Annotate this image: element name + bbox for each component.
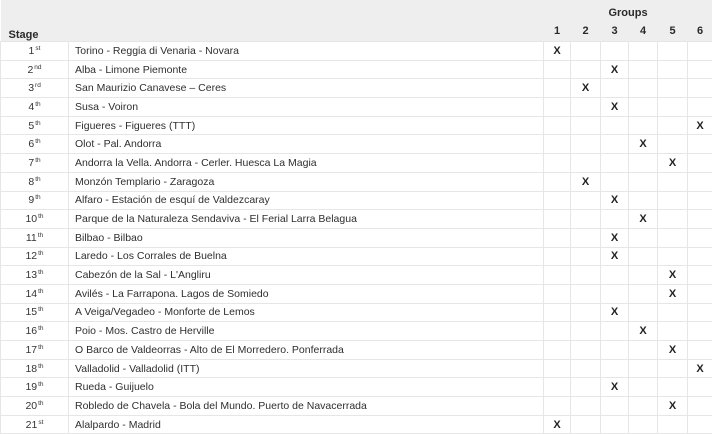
group-5-cell-marked: X — [658, 284, 688, 303]
group-1-cell — [544, 79, 571, 98]
group-2-cell — [571, 266, 601, 285]
group-2-cell — [571, 135, 601, 154]
group-6-cell — [688, 42, 712, 61]
stage-number-cell — [1, 79, 69, 98]
group-4-cell — [629, 303, 658, 322]
group-4-cell — [629, 341, 658, 360]
stage-number: 10 — [25, 213, 37, 225]
group-5-cell — [658, 322, 688, 341]
group-5-cell — [658, 191, 688, 210]
group-6-cell — [688, 210, 712, 229]
group-5-cell — [658, 378, 688, 397]
table-row — [1, 322, 712, 341]
group-4-cell — [629, 98, 658, 117]
stage-ordinal-suffix: th — [38, 381, 43, 388]
stage-ordinal-suffix: st — [35, 45, 40, 52]
stage-number: 11 — [26, 232, 37, 244]
stage-number: 7 — [28, 157, 34, 169]
group-5-cell — [658, 116, 688, 135]
group-number-header: 2 — [571, 20, 601, 42]
group-5-cell-marked: X — [658, 266, 688, 285]
table-row — [1, 228, 712, 247]
stage-number: 4 — [28, 101, 34, 113]
group-2-cell-marked: X — [571, 172, 601, 191]
group-2-cell — [571, 116, 601, 135]
stage-ordinal-suffix: th — [38, 400, 43, 407]
group-6-cell — [688, 397, 712, 416]
table-header — [1, 0, 712, 42]
table-row — [1, 210, 712, 229]
stage-number-cell — [1, 172, 69, 191]
group-5-cell — [658, 210, 688, 229]
group-3-cell-marked: X — [601, 247, 629, 266]
group-1-cell — [544, 378, 571, 397]
stage-ordinal-suffix: th — [38, 288, 43, 295]
group-4-cell — [629, 378, 658, 397]
group-3-cell — [601, 397, 629, 416]
group-6-cell — [688, 303, 712, 322]
group-5-cell — [658, 135, 688, 154]
group-3-cell-marked: X — [601, 228, 629, 247]
group-4-cell — [629, 284, 658, 303]
stage-route-cell: Alfaro - Estación de esquí de Valdezcaray — [69, 191, 544, 210]
group-2-cell — [571, 378, 601, 397]
group-number-header: 3 — [601, 20, 629, 42]
group-4-cell — [629, 154, 658, 173]
group-4-cell — [629, 79, 658, 98]
group-6-cell — [688, 98, 712, 117]
group-4-cell — [629, 397, 658, 416]
stage-number: 3 — [28, 82, 34, 94]
group-number-header: 1 — [544, 20, 571, 42]
group-6-cell — [688, 415, 712, 434]
group-4-cell — [629, 266, 658, 285]
groups-column-header: Groups — [544, 0, 712, 20]
group-2-cell — [571, 98, 601, 117]
group-3-cell — [601, 135, 629, 154]
stage-number: 21 — [26, 419, 38, 431]
group-3-cell-marked: X — [601, 98, 629, 117]
group-4-cell — [629, 359, 658, 378]
table-row — [1, 79, 712, 98]
group-4-cell — [629, 60, 658, 79]
group-number-header: 4 — [629, 20, 658, 42]
table-row — [1, 341, 712, 360]
stage-ordinal-suffix: th — [38, 250, 43, 257]
group-2-cell — [571, 228, 601, 247]
group-number-header: 6 — [688, 20, 712, 42]
table-body — [1, 42, 712, 434]
group-3-cell — [601, 359, 629, 378]
group-2-cell — [571, 322, 601, 341]
group-5-cell — [658, 60, 688, 79]
group-6-cell — [688, 172, 712, 191]
stage-ordinal-suffix: th — [35, 157, 40, 164]
group-4-cell-marked: X — [629, 322, 658, 341]
group-4-cell — [629, 116, 658, 135]
stage-ordinal-suffix: th — [38, 344, 43, 351]
group-4-cell — [629, 172, 658, 191]
group-6-cell — [688, 79, 712, 98]
stage-route-cell: Alba - Limone Piemonte — [69, 60, 544, 79]
stage-ordinal-suffix: th — [38, 306, 43, 313]
group-2-cell — [571, 303, 601, 322]
group-4-cell — [629, 415, 658, 434]
stage-route-cell: Rueda - Guijuelo — [69, 378, 544, 397]
group-2-cell — [571, 247, 601, 266]
stage-number-cell — [1, 378, 69, 397]
stage-number-cell — [1, 341, 69, 360]
group-4-cell-marked: X — [629, 135, 658, 154]
stage-number: 8 — [28, 176, 34, 188]
stage-route-cell: Cabezón de la Sal - L'Angliru — [69, 266, 544, 285]
stage-route-cell: Avilés - La Farrapona. Lagos de Somiedo — [69, 284, 544, 303]
group-1-cell — [544, 135, 571, 154]
group-1-cell — [544, 172, 571, 191]
stage-number-cell — [1, 322, 69, 341]
group-2-cell-marked: X — [571, 79, 601, 98]
stage-ordinal-suffix: th — [35, 194, 40, 201]
stage-number-cell — [1, 154, 69, 173]
stage-route-cell: San Maurizio Canavese – Ceres — [69, 79, 544, 98]
group-3-cell-marked: X — [601, 378, 629, 397]
stage-route-cell: Parque de la Naturaleza Sendaviva - El Ferial Larra Belagua — [69, 210, 544, 229]
stage-route-cell: Valladolid - Valladolid (ITT) — [69, 359, 544, 378]
stage-route-cell: Bilbao - Bilbao — [69, 228, 544, 247]
stage-column-header: Stage — [1, 0, 69, 42]
group-3-cell — [601, 42, 629, 61]
group-1-cell — [544, 98, 571, 117]
group-5-cell-marked: X — [658, 154, 688, 173]
group-2-cell — [571, 397, 601, 416]
table-row — [1, 415, 712, 434]
stage-number-cell — [1, 116, 69, 135]
group-6-cell — [688, 284, 712, 303]
stage-route-cell: Andorra la Vella. Andorra - Cerler. Huesca La Magia — [69, 154, 544, 173]
stage-number-cell — [1, 303, 69, 322]
group-3-cell-marked: X — [601, 60, 629, 79]
group-1-cell-marked: X — [544, 42, 571, 61]
stage-route-cell: Laredo - Los Corrales de Buelna — [69, 247, 544, 266]
group-1-cell — [544, 341, 571, 360]
group-6-cell — [688, 378, 712, 397]
group-3-cell — [601, 266, 629, 285]
group-6-cell — [688, 341, 712, 360]
stage-ordinal-suffix: st — [38, 419, 43, 426]
group-6-cell — [688, 228, 712, 247]
stage-route-cell: Robledo de Chavela - Bola del Mundo. Puerto de Navacerrada — [69, 397, 544, 416]
group-4-cell — [629, 247, 658, 266]
route-column-header — [69, 0, 544, 42]
stage-number: 12 — [25, 250, 37, 262]
group-3-cell-marked: X — [601, 303, 629, 322]
group-6-cell-marked: X — [688, 359, 712, 378]
group-5-cell-marked: X — [658, 397, 688, 416]
group-1-cell — [544, 303, 571, 322]
group-3-cell-marked: X — [601, 191, 629, 210]
stage-route-cell: Poio - Mos. Castro de Herville — [69, 322, 544, 341]
stage-number: 19 — [25, 381, 37, 393]
stage-ordinal-suffix: th — [35, 176, 40, 183]
group-1-cell — [544, 397, 571, 416]
stage-ordinal-suffix: rd — [35, 82, 41, 89]
stage-route-cell: Alalpardo - Madrid — [69, 415, 544, 434]
group-1-cell — [544, 191, 571, 210]
stage-number-cell — [1, 42, 69, 61]
table-row — [1, 191, 712, 210]
group-3-cell — [601, 210, 629, 229]
group-1-cell — [544, 359, 571, 378]
table-row — [1, 116, 712, 135]
group-2-cell — [571, 42, 601, 61]
stage-number-cell — [1, 191, 69, 210]
group-5-cell — [658, 98, 688, 117]
group-6-cell — [688, 60, 712, 79]
group-5-cell — [658, 172, 688, 191]
table-row — [1, 378, 712, 397]
table-row — [1, 98, 712, 117]
group-5-cell — [658, 303, 688, 322]
group-2-cell — [571, 284, 601, 303]
stage-number: 13 — [25, 269, 37, 281]
stage-route-cell: O Barco de Valdeorras - Alto de El Morredero. Ponferrada — [69, 341, 544, 360]
group-2-cell — [571, 210, 601, 229]
stage-number: 5 — [28, 120, 34, 132]
stage-number-cell — [1, 228, 69, 247]
stage-number-cell — [1, 210, 69, 229]
group-1-cell — [544, 154, 571, 173]
group-4-cell — [629, 228, 658, 247]
group-3-cell — [601, 172, 629, 191]
stage-ordinal-suffix: th — [38, 363, 43, 370]
stage-route-cell: Figueres - Figueres (TTT) — [69, 116, 544, 135]
stage-route-cell: Olot - Pal. Andorra — [69, 135, 544, 154]
group-1-cell — [544, 228, 571, 247]
group-1-cell — [544, 266, 571, 285]
stage-number: 18 — [25, 363, 37, 375]
table-row — [1, 359, 712, 378]
group-3-cell — [601, 79, 629, 98]
group-4-cell — [629, 42, 658, 61]
stage-route-cell: Susa - Voiron — [69, 98, 544, 117]
group-2-cell — [571, 415, 601, 434]
group-2-cell — [571, 60, 601, 79]
stage-ordinal-suffix: th — [38, 232, 43, 239]
group-1-cell — [544, 116, 571, 135]
group-5-cell — [658, 42, 688, 61]
group-5-cell-marked: X — [658, 341, 688, 360]
group-3-cell — [601, 322, 629, 341]
group-2-cell — [571, 359, 601, 378]
table-row — [1, 60, 712, 79]
stage-number-cell — [1, 98, 69, 117]
group-6-cell — [688, 154, 712, 173]
group-1-cell — [544, 60, 571, 79]
group-6-cell — [688, 135, 712, 154]
stage-number-cell — [1, 60, 69, 79]
group-6-cell — [688, 322, 712, 341]
stage-number: 2 — [27, 64, 33, 76]
stage-route-cell: Torino - Reggia di Venaria - Novara — [69, 42, 544, 61]
group-1-cell — [544, 284, 571, 303]
group-4-cell-marked: X — [629, 210, 658, 229]
group-2-cell — [571, 154, 601, 173]
group-5-cell — [658, 228, 688, 247]
stage-ordinal-suffix: th — [35, 138, 40, 145]
stage-number-cell — [1, 284, 69, 303]
group-2-cell — [571, 191, 601, 210]
group-3-cell — [601, 284, 629, 303]
group-6-cell — [688, 191, 712, 210]
group-2-cell — [571, 341, 601, 360]
stage-number-cell — [1, 397, 69, 416]
group-1-cell — [544, 322, 571, 341]
group-3-cell — [601, 415, 629, 434]
group-1-cell — [544, 210, 571, 229]
group-6-cell — [688, 266, 712, 285]
stage-ordinal-suffix: th — [35, 101, 40, 108]
group-3-cell — [601, 154, 629, 173]
table-row — [1, 135, 712, 154]
table-row — [1, 154, 712, 173]
group-1-cell-marked: X — [544, 415, 571, 434]
stage-route-cell: A Veiga/Vegadeo - Monforte de Lemos — [69, 303, 544, 322]
stage-number-cell — [1, 359, 69, 378]
table-row — [1, 284, 712, 303]
table-row — [1, 42, 712, 61]
group-1-cell — [544, 247, 571, 266]
stage-ordinal-suffix: th — [38, 213, 43, 220]
stage-ordinal-suffix: nd — [34, 64, 41, 71]
group-5-cell — [658, 415, 688, 434]
group-5-cell — [658, 359, 688, 378]
stage-ordinal-suffix: th — [38, 269, 43, 276]
group-5-cell — [658, 79, 688, 98]
stage-number-cell — [1, 247, 69, 266]
stage-number-cell — [1, 135, 69, 154]
group-3-cell — [601, 116, 629, 135]
group-3-cell — [601, 341, 629, 360]
stage-number: 15 — [25, 306, 37, 318]
stage-number: 14 — [25, 288, 37, 300]
table-row — [1, 172, 712, 191]
table-row — [1, 303, 712, 322]
table-row — [1, 397, 712, 416]
stage-number-cell — [1, 266, 69, 285]
group-4-cell — [629, 191, 658, 210]
stage-ordinal-suffix: th — [38, 325, 43, 332]
stage-number: 17 — [25, 344, 37, 356]
table-row — [1, 247, 712, 266]
table-row — [1, 266, 712, 285]
stage-number: 6 — [28, 138, 34, 150]
group-6-cell — [688, 247, 712, 266]
group-number-header: 5 — [658, 20, 688, 42]
stage-number: 20 — [25, 400, 37, 412]
group-6-cell-marked: X — [688, 116, 712, 135]
stage-route-cell: Monzón Templario - Zaragoza — [69, 172, 544, 191]
stage-ordinal-suffix: th — [35, 120, 40, 127]
stage-number-cell — [1, 415, 69, 434]
stage-number: 9 — [28, 194, 34, 206]
stage-number: 1 — [29, 45, 35, 57]
stage-number: 16 — [25, 325, 37, 337]
group-5-cell — [658, 247, 688, 266]
